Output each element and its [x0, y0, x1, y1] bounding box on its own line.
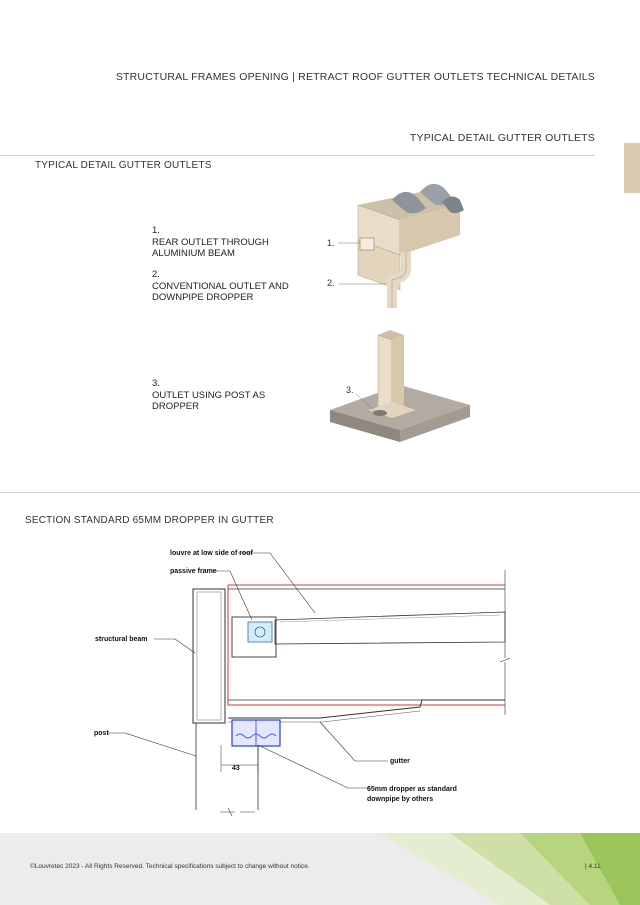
item-3-line1: OUTLET USING POST AS [152, 389, 266, 401]
section1-title: TYPICAL DETAIL GUTTER OUTLETS [35, 160, 212, 171]
break-line-bottom [220, 808, 255, 816]
leader-louvre [238, 553, 315, 613]
document-title: STRUCTURAL FRAMES OPENING | RETRACT ROOF GUTTER OUTLETS TECHNICAL DETAILS [115, 71, 595, 83]
louvre-blade [275, 612, 505, 644]
item-2-line1: CONVENTIONAL OUTLET AND [152, 280, 289, 292]
gutter-channel [228, 700, 505, 718]
section2-title: SECTION STANDARD 65MM DROPPER IN GUTTER [25, 515, 274, 526]
item-1-line1: REAR OUTLET THROUGH [152, 236, 269, 248]
header-divider [0, 155, 595, 156]
label-structural-beam: structural beam [95, 636, 148, 643]
section-drawing [80, 540, 520, 825]
item-3-line2: DROPPER [152, 401, 199, 412]
label-dropper-line2: downpipe by others [367, 796, 434, 803]
break-line-right [500, 570, 510, 715]
leader-passive-frame [212, 571, 252, 620]
footer-copyright: ©Louvretec 2023 - All Rights Reserved. Technical specifications subject to change without notice. [30, 863, 310, 870]
dimension-43: 43 [232, 765, 240, 772]
item-1-number: 1. [152, 225, 160, 236]
item-1 [152, 225, 322, 260]
leader-gutter [320, 722, 388, 761]
label-dropper-line1: 65mm dropper as standard [367, 786, 457, 793]
footer-decoration [380, 833, 640, 905]
beam-assembly-drawing [358, 184, 464, 308]
structural-beam-outline [193, 589, 225, 723]
leader-structural-beam [154, 639, 195, 653]
callout-2: 2. [327, 278, 335, 288]
label-gutter: gutter [390, 758, 410, 765]
page-number: | 4.11 [585, 863, 601, 870]
document-subtitle: TYPICAL DETAIL GUTTER OUTLETS [409, 132, 595, 144]
label-louvre: louvre at low side of roof [170, 550, 253, 557]
leader-dropper [258, 745, 370, 788]
item-2-line2: DOWNPIPE DROPPER [152, 292, 254, 303]
item-2 [152, 269, 322, 304]
section-tab [624, 143, 640, 193]
item-1-line2: ALUMINIUM BEAM [152, 248, 235, 259]
label-post: post [94, 730, 109, 737]
label-passive-frame: passive frame [170, 568, 217, 575]
frame-red-outline [228, 585, 505, 705]
callout-1: 1. [327, 238, 335, 248]
item-2-number: 2. [152, 269, 160, 280]
outlet-3d-illustration [320, 180, 500, 460]
leader-post [108, 733, 196, 756]
section-divider [0, 492, 640, 493]
item-3 [152, 378, 322, 413]
item-3-number: 3. [152, 378, 160, 389]
callout-3: 3. [346, 385, 354, 395]
pivot-mechanism [248, 622, 272, 642]
